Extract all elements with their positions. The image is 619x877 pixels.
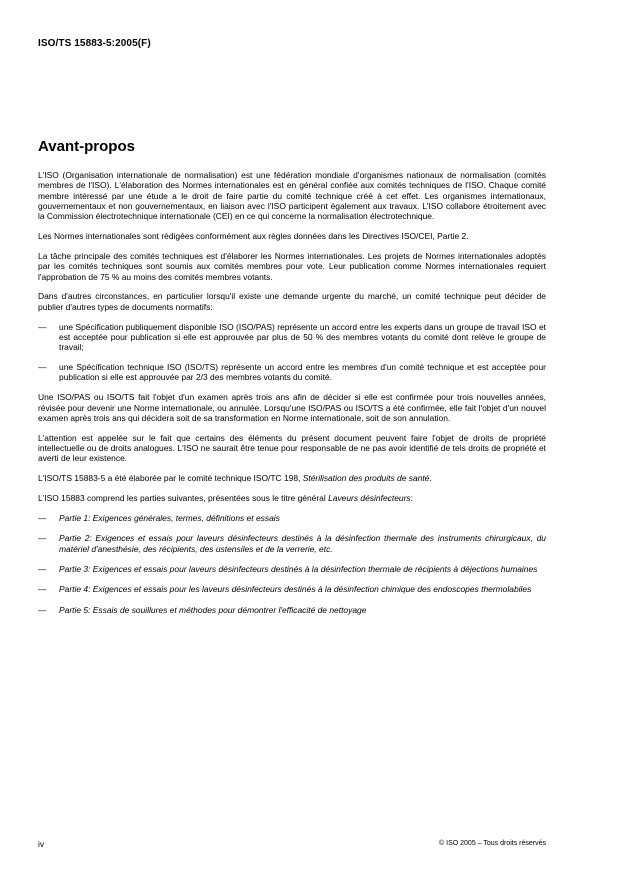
list-item-text: une Spécification technique ISO (ISO/TS) représente un accord entre les membres d'un comité technique et est acceptée pour publication si elle est approuvée par 2/3 des membres votants du comité. — [59, 362, 546, 383]
list-item-part-5 — [38, 605, 546, 615]
paragraph-other-documents: Dans d'autres circonstances, en particulier lorsqu'il existe une demande urgente du marché, un comité technique peut décider de publier d'autres types de documents normatifs: — [38, 291, 546, 312]
dash-bullet: — — [38, 321, 47, 332]
part-title: Partie 1: Exigences générales, termes, définitions et essais — [59, 513, 280, 524]
paragraph-technical-committees: La tâche principale des comités techniques est d'élaborer les Normes internationales. Les projets de Normes internationales adoptés par les comités techniques sont soumis aux comités membres pour vote. Leur publication comme Normes internationales requiert l'approbation de 75 % au moins des comités membres votants. — [38, 250, 546, 282]
dash-bullet: — — [38, 563, 47, 574]
list-item-iso-ts — [38, 362, 546, 383]
paragraph-directives: Les Normes internationales sont rédigées conformément aux règles données dans les Directives ISO/CEI, Partie 2. — [38, 231, 469, 242]
document-id: ISO/TS 15883-5:2005(F) — [38, 38, 151, 49]
part-title: Partie 4: Exigences et essais pour les laveurs désinfecteurs destinés à la désinfection chimique des endoscopes thermolabiles — [59, 584, 532, 595]
list-item-part-4 — [38, 584, 546, 594]
prepared-by-text: L'ISO/TS 15883-5 a été élaborée par le comité technique ISO/TC 198, — [38, 473, 303, 484]
dash-bullet: — — [38, 604, 47, 615]
part-title: Partie 2: Exigences et essais pour laveurs désinfecteurs destinés à la désinfection thermale des instruments chirurgicaux, du matériel d'anesthésie, des récipients, des ustensiles et de la verrerie, etc. — [59, 533, 546, 554]
list-item-part-2 — [38, 533, 546, 554]
paragraph-parts-intro — [38, 493, 546, 503]
list-item-iso-pas — [38, 322, 546, 353]
prepared-by-end: . — [429, 473, 432, 484]
list-item-part-1 — [38, 513, 546, 523]
foreword-body — [38, 170, 546, 625]
general-title: Laveurs désinfecteurs — [328, 493, 411, 504]
paragraph-iso-intro: L'ISO (Organisation internationale de normalisation) est une fédération mondiale d'organismes nationaux de normalisation (comités membres de l'ISO). L'élaboration des Normes internationales est en général confiée aux comités techniques de l'ISO. Chaque comité membre intéressé par une étude a le droit de faire partie du comité technique créé à cet effet. Les organismes internationaux, gouvernementaux et non gouvernementaux, en liaison avec l'ISO participent également aux travaux. L'ISO collabore étroitement avec la Commission électrotechnique internationale (CEI) en ce qui concerne la normalisation électrotechnique. — [38, 170, 546, 222]
dash-bullet: — — [38, 362, 47, 373]
parts-intro-text: L'ISO 15883 comprend les parties suivantes, présentées sous le titre général — [38, 493, 329, 504]
dash-bullet: — — [38, 533, 47, 544]
paragraph-patent-rights: L'attention est appelée sur le fait que certains des éléments du présent document peuvent faire l'objet de droits de propriété intellectuelle ou de droits analogues. L'ISO ne saurait être tenue pour responsable de ne pas avoir identifié de tels droits de propriété et averti de leur existence. — [38, 432, 546, 464]
list-item-text: une Spécification publiquement disponible ISO (ISO/PAS) représente un accord entre les experts dans un groupe de travail ISO et est acceptée pour publication si elle est approuvée par plus de 50 % des membres votants du comité dont relève le groupe de travail; — [59, 321, 546, 353]
parts-intro-end: : — [410, 493, 413, 504]
part-title: Partie 3: Exigences et essais pour laveurs désinfecteurs destinés à la désinfection thermale de récipients à déjections humaines — [59, 563, 538, 574]
committee-title: Stérilisation des produits de santé — [302, 473, 430, 484]
page-title: Avant-propos — [38, 138, 135, 155]
dash-bullet: — — [38, 513, 47, 524]
part-title: Partie 5: Essais de souillures et méthodes pour démontrer l'efficacité de nettoyage — [59, 604, 367, 615]
paragraph-review: Une ISO/PAS ou ISO/TS fait l'objet d'un examen après trois ans afin de décider si elle est confirmée pour trois nouvelles années, révisée pour devenir une Norme internationale, ou annulée. Lorsqu'une ISO/PAS ou ISO/TS a été confirmée, elle fait l'objet d'un nouvel examen après trois ans qui décidera soit de sa transformation en Norme internationale, soit de son annulation. — [38, 392, 546, 423]
dash-bullet: — — [38, 584, 47, 595]
list-item-part-3 — [38, 564, 546, 574]
paragraph-prepared-by — [38, 473, 546, 483]
copyright-notice: © ISO 2005 – Tous droits réservés — [439, 840, 546, 847]
page-number: iv — [38, 839, 45, 849]
